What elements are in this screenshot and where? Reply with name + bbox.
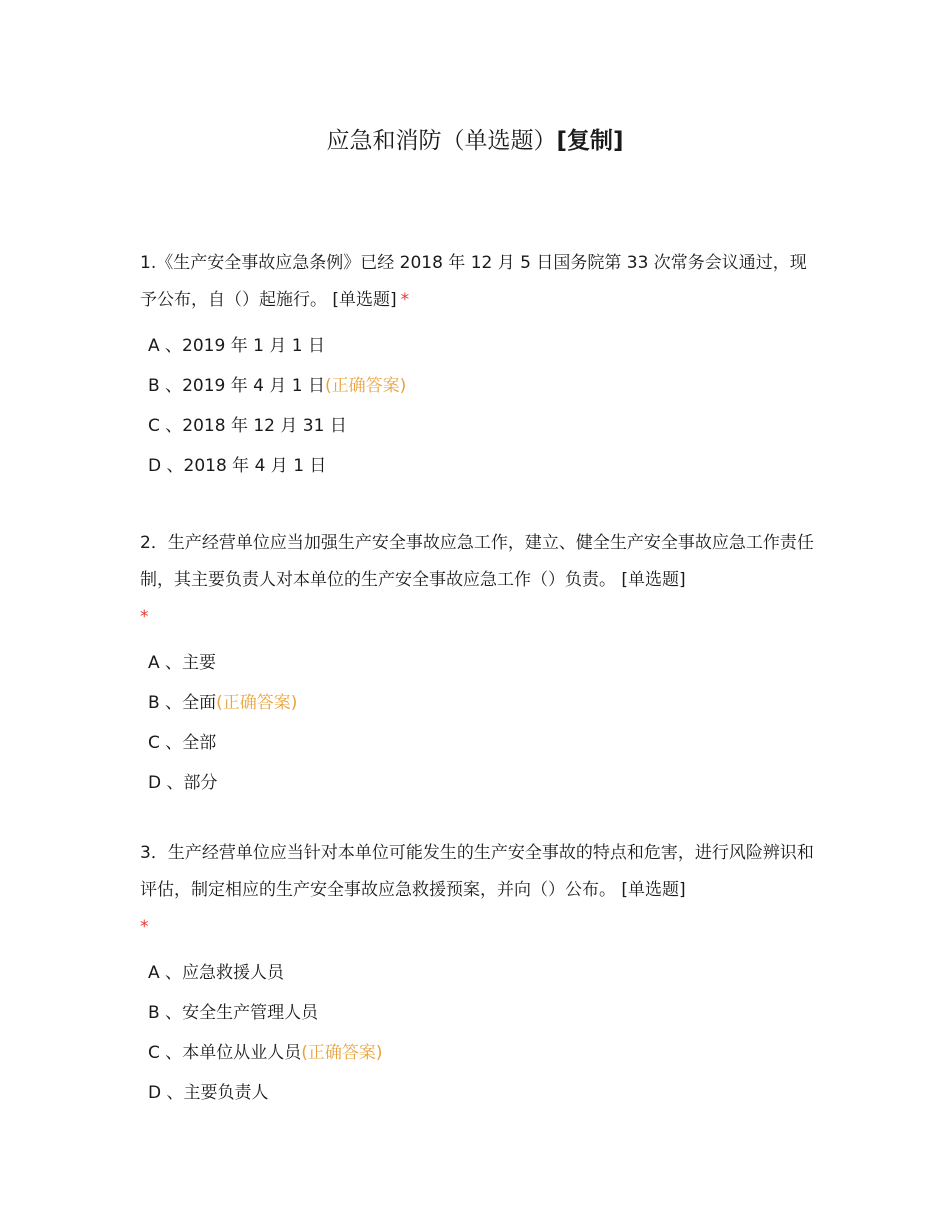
option-d[interactable]: D 、部分 [148,773,218,793]
question-2 [140,525,820,803]
option-list [140,326,820,486]
option-list [140,953,820,1113]
title-text: 应急和消防（单选题） [326,128,557,155]
option-a[interactable]: A 、应急救援人员 [148,963,285,983]
option-a[interactable]: A 、2019 年 1 月 1 日 [148,336,325,356]
option-c[interactable]: C 、2018 年 12 月 31 日 [148,416,347,436]
question-text: 3．生产经营单位应当针对本单位可能发生的生产安全事故的特点和危害，进行风险辨识和评估，制定相应的生产安全事故应急救援预案，并向（）公布。 [单选题] * [140,843,814,937]
option-d[interactable]: D 、主要负责人 [148,1083,269,1103]
question-3 [140,835,820,1113]
required-mark: * [140,607,149,627]
option-b[interactable]: B 、安全生产管理人员 [148,1003,319,1023]
required-mark: * [140,917,149,937]
option-c[interactable]: C 、全部 [148,733,217,753]
question-1 [140,245,820,486]
page-title [0,125,950,157]
copy-link[interactable]: [复制] [556,128,624,155]
option-b[interactable]: B 、2019 年 4 月 1 日(正确答案) [148,376,407,396]
required-mark: * [400,290,410,310]
option-c[interactable]: C 、本单位从业人员(正确答案) [148,1043,383,1063]
correct-answer-label: (正确答案) [216,693,298,713]
question-type: [单选题] [621,570,686,590]
correct-answer-label: (正确答案) [325,376,407,396]
option-a[interactable]: A 、主要 [148,653,217,673]
option-list [140,643,820,803]
question-type: [单选题] [621,880,686,900]
question-text: 1.《生产安全事故应急条例》已经 2018 年 12 月 5 日国务院第 33 次常务会议通过，现予公布，自（）起施行。 [单选题] * [140,253,807,310]
question-type: [单选题] [332,290,397,310]
correct-answer-label: (正确答案) [301,1043,383,1063]
option-b[interactable]: B 、全面(正确答案) [148,693,298,713]
question-text: 2．生产经营单位应当加强生产安全事故应急工作，建立、健全生产安全事故应急工作责任制，其主要负责人对本单位的生产安全事故应急工作（）负责。 [单选题] * [140,533,814,627]
option-d[interactable]: D 、2018 年 4 月 1 日 [148,456,327,476]
